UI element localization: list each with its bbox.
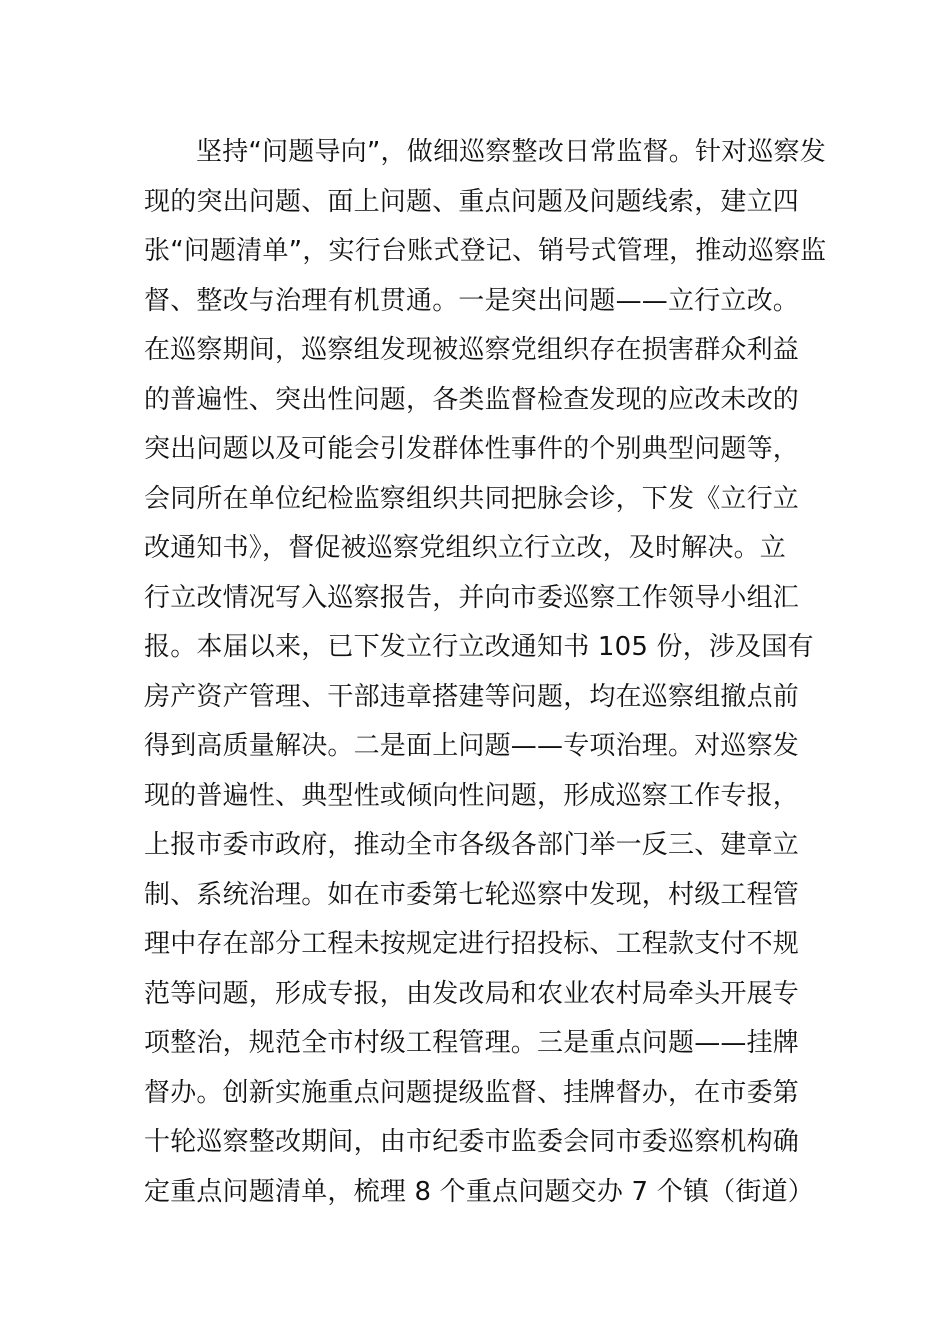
paragraph-line: 现的普遍性、典型性或倾向性问题，形成巡察工作专报， xyxy=(144,780,800,811)
paragraph-line: 范等问题，形成专报，由发改局和农业农村局牵头开展专 xyxy=(144,978,800,1009)
paragraph-line: 房产资产管理、干部违章搭建等问题，均在巡察组撤点前 xyxy=(144,681,800,712)
paragraph-line: 张“问题清单”，实行台账式登记、销号式管理，推动巡察监 xyxy=(144,236,827,266)
paragraph-line: 行立改情况写入巡察报告，并向市委巡察工作领导小组汇 xyxy=(144,582,800,613)
paragraph-line: 定重点问题清单，梳理 8 个重点问题交办 7 个镇（街道） xyxy=(144,1176,814,1207)
paragraph-line: 会同所在单位纪检监察组织共同把脉会诊，下发《立行立 xyxy=(144,483,800,514)
paragraph-line: 十轮巡察整改期间，由市纪委市监委会同市委巡察机构确 xyxy=(144,1127,800,1157)
paragraph-line: 得到高质量解决。二是面上问题——专项治理。对巡察发 xyxy=(144,731,800,761)
paragraph-line: 制、系统治理。如在市委第七轮巡察中发现，村级工程管 xyxy=(144,879,800,910)
paragraph-line: 督办。创新实施重点问题提级监督、挂牌督办，在市委第 xyxy=(144,1077,800,1108)
paragraph-line: 报。本届以来，已下发立行立改通知书 105 份，涉及国有 xyxy=(144,632,814,662)
paragraph-line: 在巡察期间，巡察组发现被巡察党组织存在损害群众利益 xyxy=(144,335,800,365)
paragraph-line: 的普遍性、突出性问题，各类监督检查发现的应改未改的 xyxy=(144,384,800,415)
paragraph-line: 理中存在部分工程未按规定进行招投标、工程款支付不规 xyxy=(144,929,800,959)
paragraph-line: 督、整改与治理有机贯通。一是突出问题——立行立改。 xyxy=(144,285,800,316)
paragraph-line: 上报市委市政府，推动全市各级各部门举一反三、建章立 xyxy=(144,830,800,860)
body-paragraph xyxy=(144,128,827,1217)
paragraph-line: 改通知书》，督促被巡察党组织立行立改，及时解决。立 xyxy=(144,533,787,563)
paragraph-line: 项整治，规范全市村级工程管理。三是重点问题——挂牌 xyxy=(144,1028,800,1058)
paragraph-line: 坚持“问题导向”，做细巡察整改日常监督。针对巡察发 xyxy=(196,137,826,167)
paragraph-line: 现的突出问题、面上问题、重点问题及问题线索，建立四 xyxy=(144,186,800,217)
paragraph-line: 突出问题以及可能会引发群体性事件的个别典型问题等， xyxy=(144,434,800,464)
